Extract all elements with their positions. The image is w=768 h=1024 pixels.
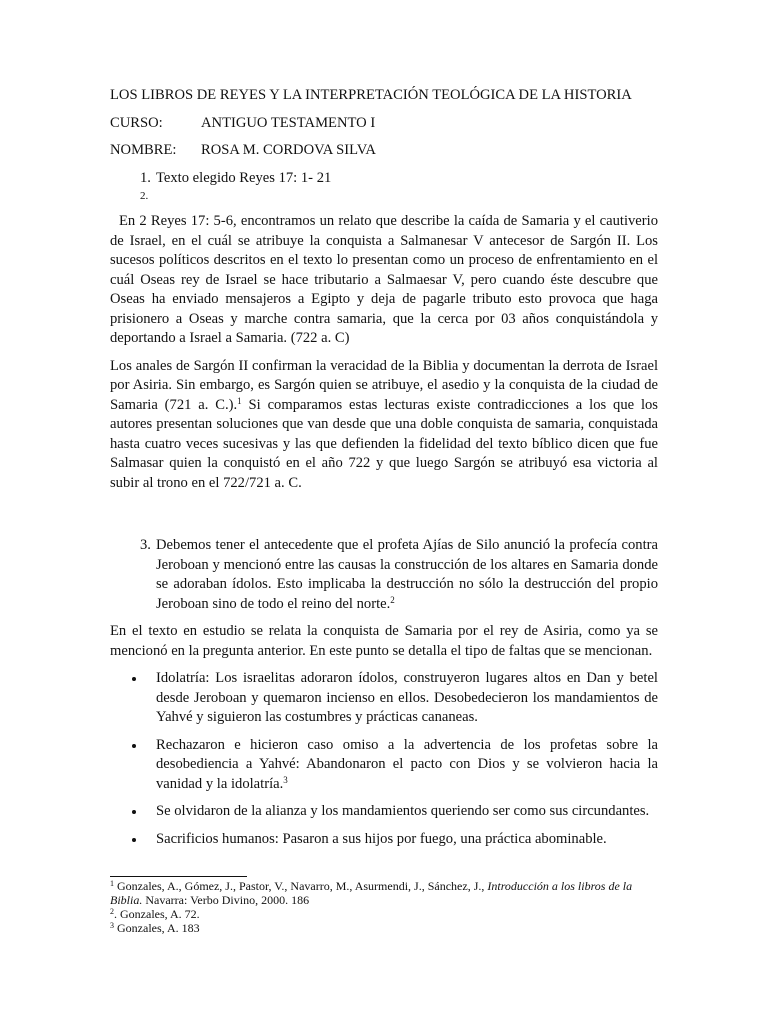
document-title: LOS LIBROS DE REYES Y LA INTERPRETACIÓN TEOLÓGICA DE LA HISTORIA	[110, 87, 632, 103]
footnote-ref-3[interactable]: 3	[283, 774, 288, 785]
footnote-ref-2[interactable]: 2	[390, 594, 395, 605]
name-label: NOMBRE:	[110, 142, 177, 158]
course-label: CURSO:	[110, 114, 163, 131]
faults-list	[110, 669, 658, 849]
paragraph-2-part-a: Los anales de Sargón II confirman la veracidad de la Biblia y documentan la derrota de Israel por Asiria. Sin embargo, es Sargón quien se atribuye, el asedio y la conquista de la ciudad de Samaria (721 a. C.).	[110, 357, 658, 413]
list-item: Rechazaron e hicieron caso omiso a la advertencia de los profetas sobre la desobediencia a Yahvé: Abandonaron el pacto con Dios y se volvieron hacia la vanidad y la idolatría.$^3$	[110, 736, 658, 795]
document-page	[110, 86, 658, 857]
footnote-separator	[110, 876, 247, 877]
course-line	[110, 114, 658, 134]
paragraph-3: En el texto en estudio se relata la conquista de Samaria por el rey de Asiria, como ya se mencionó en la pregunta anterior. En este punto se detalla el tipo de faltas que se mencionan.	[110, 623, 658, 659]
footnote-ref-1[interactable]: 1	[237, 395, 242, 406]
bullet-icon	[110, 736, 156, 795]
list-item-text: Debemos tener el antecedente que el profeta Ajías de Silo anunció la profecía contra Jeroboan y mencionó entre las causas la construcción de los altares en Samaria donde se adoraban ídolos. Esto implicaba la destrucción no sólo la destrucción del propio Jeroboan sino de todo el reino del norte.	[156, 537, 658, 612]
list-item-3	[110, 536, 658, 614]
name-value: ROSA M. CORDOVA SILVA	[201, 142, 376, 158]
bullet-icon	[110, 669, 156, 728]
list-item: Sacrificios humanos: Pasaron a sus hijos por fuego, una práctica abominable.	[110, 830, 658, 850]
list-number: 1.	[140, 169, 151, 186]
book-title: Introducción a los libros de la Biblia.	[110, 879, 633, 907]
list-number: 2.	[140, 190, 149, 202]
footnote-3: $^3$ Gonzales, A. 183	[110, 921, 200, 935]
footnotes	[110, 879, 658, 935]
course-value: ANTIGUO TESTAMENTO I	[201, 114, 376, 131]
list-item-1	[110, 169, 658, 189]
bullet-icon	[110, 802, 156, 822]
list-item: Idolatría: Los israelitas adoraron ídolos, construyeron lugares altos en Dan y betel desde Jeroboan y quemaron incienso en ellos. Desobedecieron los mandamientos de Yahvé y siguieron las costumbres y prácticas cananeas.	[110, 669, 658, 728]
bullet-icon	[110, 830, 156, 850]
paragraph-2-part-b: Si comparamos estas lecturas existe contradicciones a los que los autores presentan soluciones que van desde que una doble conquista de samaria, conquistada hasta cuatro veces sucesivas y las que defienden la fidelidad del texto bíblico dicen que fue Salmasar quien la conquistó en el año 722 y que luego Sargón se atribuyó esa victoria al subir al trono en el 722/721 a. C.	[110, 396, 658, 491]
footnote-1: $^1$ Gonzales, A., Gómez, J., Pastor, V., Navarro, M., Asurmendi, J., Sánchez, J., Introducción a los libros de la Biblia. Navarra: Verbo Divino, 2000. 186	[110, 879, 633, 907]
list-item-2	[110, 188, 658, 204]
list-item-text: Texto elegido Reyes 17: 1- 21	[156, 169, 332, 186]
paragraph-2	[110, 357, 658, 494]
footnote-2: $^2$. Gonzales, A. 72.	[110, 907, 200, 921]
list-number: 3.	[140, 537, 151, 553]
list-item: Se olvidaron de la alianza y los mandamientos queriendo ser como sus circundantes.	[110, 802, 658, 822]
paragraph-1: En 2 Reyes 17: 5-6, encontramos un relato que describe la caída de Samaria y el cautiverio de Israel, en el cuál se atribuye la conquista a Salmanesar V antecesor de Sargón II. Los sucesos políticos descritos en el texto lo presentan como un proceso de enfrentamiento en el cuál Oseas rey de Israel se hace tributario a Salmaesar V, pero cuando éste descubre que Oseas ha enviado mensajeros a Egipto y deja de pagarle tributo esto provoca que haga prisionero a Oseas y marche contra samaria, que la cerca por 03 años conquistándola y deportando a Israel a Samaria. (722 a. C)	[110, 213, 658, 346]
name-line	[110, 141, 658, 161]
